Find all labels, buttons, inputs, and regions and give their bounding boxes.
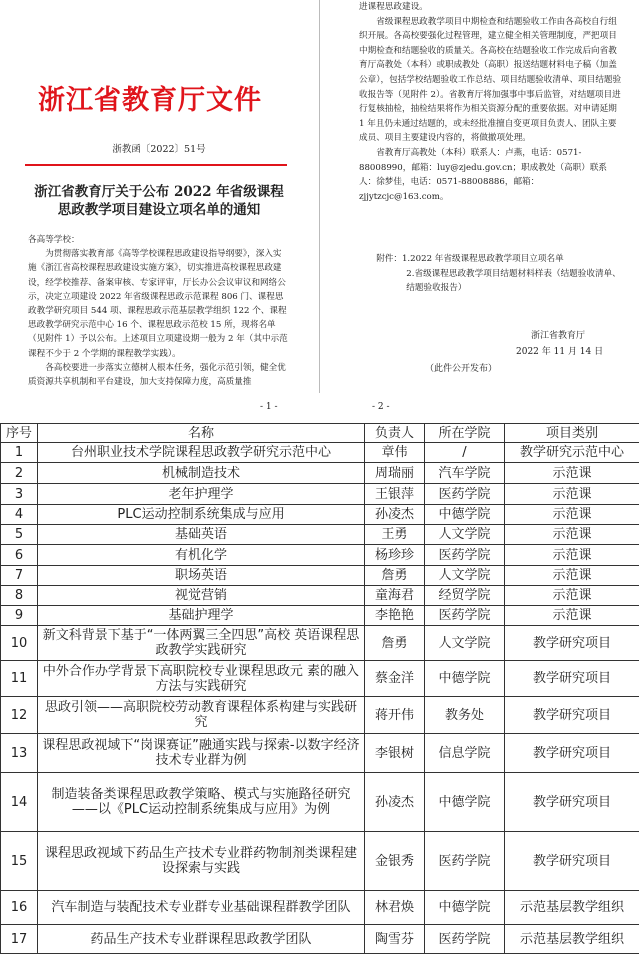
page-number-2: - 2 - (372, 402, 390, 412)
body-paragraph: 为贯彻落实教育部《高等学校课程思政建设指导纲要》，深入实施《浙江省高校课程思政建设实施方案》，切实推进高校课程思政建设，经学校推荐、备案审核、专家评审，厅长办公会议审议和网络公示，决定立项建设 2022 年省级课程思政示范课程 806 门、课程思政教学研究项目 544 项、课程思政示范基层教学组织 122 个、课程思政教学研究示范中心 16 个、课程思政示范校 15 所，现将名单（见附件 1）予以公布。上述项目立项建设期一般为 2 年（其中示范课程不少于 2 个学期的课程教学实践）。 (28, 247, 290, 361)
signature-date: 2022 年 11 月 14 日 (516, 344, 603, 357)
continued-text: 进课程思政建设。 (359, 0, 623, 15)
document-page-2 (321, 0, 639, 393)
project-name: 制造装备类课程思政教学策略、模式与实施路径研究——以《PLC运动控制系统集成与应用》为例 (38, 773, 365, 832)
row-number: 7 (1, 566, 38, 586)
project-name: 台州职业技术学院课程思政教学研究示范中心 (38, 443, 365, 463)
project-leader: 章伟 (365, 443, 425, 463)
document-number: 浙教函〔2022〕51号 (0, 141, 318, 155)
red-divider (25, 164, 287, 166)
project-leader: 林君焕 (365, 891, 425, 925)
table-row (1, 525, 639, 545)
project-college: 医药学院 (425, 832, 505, 891)
notice-title (28, 183, 290, 219)
project-name: 基础英语 (38, 525, 365, 545)
project-college: 医药学院 (425, 484, 505, 505)
project-college: 人文学院 (425, 525, 505, 545)
project-leader: 蔡金洋 (365, 661, 425, 697)
project-leader: 王银萍 (365, 484, 425, 505)
table-row (1, 606, 639, 626)
project-college: / (425, 443, 505, 463)
project-college: 信息学院 (425, 734, 505, 773)
row-number: 6 (1, 545, 38, 566)
project-leader: 金银秀 (365, 832, 425, 891)
project-college: 汽车学院 (425, 463, 505, 484)
table-row (1, 586, 639, 606)
project-name: 机械制造技术 (38, 463, 365, 484)
row-number: 1 (1, 443, 38, 463)
project-category: 示范课 (505, 545, 639, 566)
project-name: 药品生产技术专业群课程思政教学团队 (38, 925, 365, 954)
publication-note: （此件公开发布） (425, 361, 497, 374)
row-number: 5 (1, 525, 38, 545)
row-number: 14 (1, 773, 38, 832)
project-category: 示范课 (505, 505, 639, 525)
signature-org: 浙江省教育厅 (531, 328, 585, 341)
table-row (1, 484, 639, 505)
table-row (1, 832, 639, 891)
row-number: 8 (1, 586, 38, 606)
project-college: 医药学院 (425, 925, 505, 954)
table-row (1, 891, 639, 925)
table-row (1, 505, 639, 525)
project-college: 中德学院 (425, 773, 505, 832)
table-row (1, 545, 639, 566)
header-leader: 负责人 (365, 424, 425, 443)
project-name: PLC运动控制系统集成与应用 (38, 505, 365, 525)
project-category: 教学研究项目 (505, 626, 639, 661)
row-number: 10 (1, 626, 38, 661)
project-college: 经贸学院 (425, 586, 505, 606)
project-college: 医药学院 (425, 545, 505, 566)
header-category: 项目类别 (505, 424, 639, 443)
table-row (1, 697, 639, 734)
project-category: 示范课 (505, 566, 639, 586)
project-leader: 王勇 (365, 525, 425, 545)
project-leader: 詹勇 (365, 566, 425, 586)
project-college: 中德学院 (425, 505, 505, 525)
project-college: 教务处 (425, 697, 505, 734)
table-row (1, 443, 639, 463)
project-leader: 李银树 (365, 734, 425, 773)
project-leader: 童海君 (365, 586, 425, 606)
body-paragraph: 省级课程思政教学项目中期检查和结题验收工作由各高校自行组织开展。各高校要强化过程管理，建立健全相关管理制度，严把项目中期检查和结题验收的质量关。各高校在结题验收工作完成后向省教育厅高教处（本科）或职成教处（高职）报送结题材料电子稿（加盖公章），包括学校结题验收工作总结、项目结题验收清单、项目结题验收报告等（见附件 2）。省教育厅将加强事中事后监管，对结题项目进行复核抽检，抽检结果将作为相关资源分配的重要依据。对申请延期 1 年且仍未通过结题的，或未经批准擅自变更项目负责人、团队主要成员、项目主要建设内容的，将做撤项处理。 (359, 15, 623, 146)
table-row (1, 566, 639, 586)
project-category: 教学研究示范中心 (505, 443, 639, 463)
project-leader: 蒋开伟 (365, 697, 425, 734)
project-leader: 詹勇 (365, 626, 425, 661)
project-leader: 杨珍珍 (365, 545, 425, 566)
project-category: 示范课 (505, 484, 639, 505)
project-category: 示范课 (505, 525, 639, 545)
header-name: 名称 (38, 424, 365, 443)
project-category: 示范课 (505, 586, 639, 606)
contact-paragraph: 省教育厅高教处（本科）联系人：卢燕，电话：0571-88008990，邮箱：luy@zjedu.gov.cn；职成教处（高职）联系人：徐梦佳，电话：0571-88008886，邮箱：zjjytzcjc@163.com。 (359, 146, 623, 204)
project-name: 职场英语 (38, 566, 365, 586)
attachment-1: 附件：1.2022 年省级课程思政教学项目立项名单 (359, 252, 623, 267)
project-leader: 孙凌杰 (365, 505, 425, 525)
project-leader: 周瑞丽 (365, 463, 425, 484)
row-number: 17 (1, 925, 38, 954)
project-college: 人文学院 (425, 626, 505, 661)
project-leader: 李艳艳 (365, 606, 425, 626)
notice-title-line-1: 浙江省教育厅关于公布 2022 年省级课程 (28, 183, 290, 201)
page-1-body (28, 233, 290, 389)
project-category: 示范课 (505, 606, 639, 626)
row-number: 9 (1, 606, 38, 626)
page-fold-divider (319, 0, 320, 393)
salutation: 各高等学校： (28, 233, 290, 247)
project-name: 有机化学 (38, 545, 365, 566)
row-number: 11 (1, 661, 38, 697)
page-number-1: - 1 - (260, 402, 278, 412)
attachments (359, 252, 623, 296)
table-row (1, 463, 639, 484)
header-college: 所在学院 (425, 424, 505, 443)
project-name: 课程思政视域下“岗课赛证”融通实践与探索-以数字经济技术专业群为例 (38, 734, 365, 773)
project-name: 中外合作办学背景下高职院校专业课程思政元 素的融入方法与实践研究 (38, 661, 365, 697)
notice-title-line-2: 思政教学项目建设立项名单的通知 (28, 201, 290, 219)
table-row (1, 773, 639, 832)
project-name: 视觉营销 (38, 586, 365, 606)
table-row (1, 734, 639, 773)
project-category: 教学研究项目 (505, 773, 639, 832)
project-college: 医药学院 (425, 606, 505, 626)
table-row (1, 925, 639, 954)
project-name: 思政引领——高职院校劳动教育课程体系构建与实践研究 (38, 697, 365, 734)
project-name: 课程思政视域下药品生产技术专业群药物制剂类课程建设探索与实践 (38, 832, 365, 891)
row-number: 2 (1, 463, 38, 484)
project-college: 中德学院 (425, 661, 505, 697)
project-leader: 孙凌杰 (365, 773, 425, 832)
row-number: 3 (1, 484, 38, 505)
body-paragraph: 各高校要进一步落实立德树人根本任务，强化示范引领，健全优质资源共享机制和平台建设，加大支持保障力度，高质量推 (28, 361, 290, 389)
project-list-table (0, 423, 639, 954)
project-category: 示范基层教学组织 (505, 891, 639, 925)
row-number: 4 (1, 505, 38, 525)
row-number: 16 (1, 891, 38, 925)
table-header-row (1, 424, 639, 443)
document-spread (0, 0, 639, 393)
table-row (1, 626, 639, 661)
project-category: 示范课 (505, 463, 639, 484)
project-category: 教学研究项目 (505, 832, 639, 891)
project-college: 中德学院 (425, 891, 505, 925)
red-header-title: 浙江省教育厅文件 (38, 78, 262, 117)
project-name: 基础护理学 (38, 606, 365, 626)
row-number: 13 (1, 734, 38, 773)
project-leader: 陶雪芬 (365, 925, 425, 954)
document-page-1 (0, 0, 318, 393)
row-number: 15 (1, 832, 38, 891)
project-name: 老年护理学 (38, 484, 365, 505)
project-category: 教学研究项目 (505, 697, 639, 734)
project-category: 教学研究项目 (505, 661, 639, 697)
project-name: 新文科背景下基于“一体两翼三全四思”高校 英语课程思政教学实践研究 (38, 626, 365, 661)
table-row (1, 661, 639, 697)
project-college: 人文学院 (425, 566, 505, 586)
page-2-body (359, 0, 623, 204)
project-category: 教学研究项目 (505, 734, 639, 773)
header-no: 序号 (1, 424, 38, 443)
row-number: 12 (1, 697, 38, 734)
attachment-2: 2.省级课程思政教学项目结题材料样表（结题验收清单、结题验收报告） (359, 267, 623, 296)
project-category: 示范基层教学组织 (505, 925, 639, 954)
project-name: 汽车制造与装配技术专业群专业基础课程群教学团队 (38, 891, 365, 925)
